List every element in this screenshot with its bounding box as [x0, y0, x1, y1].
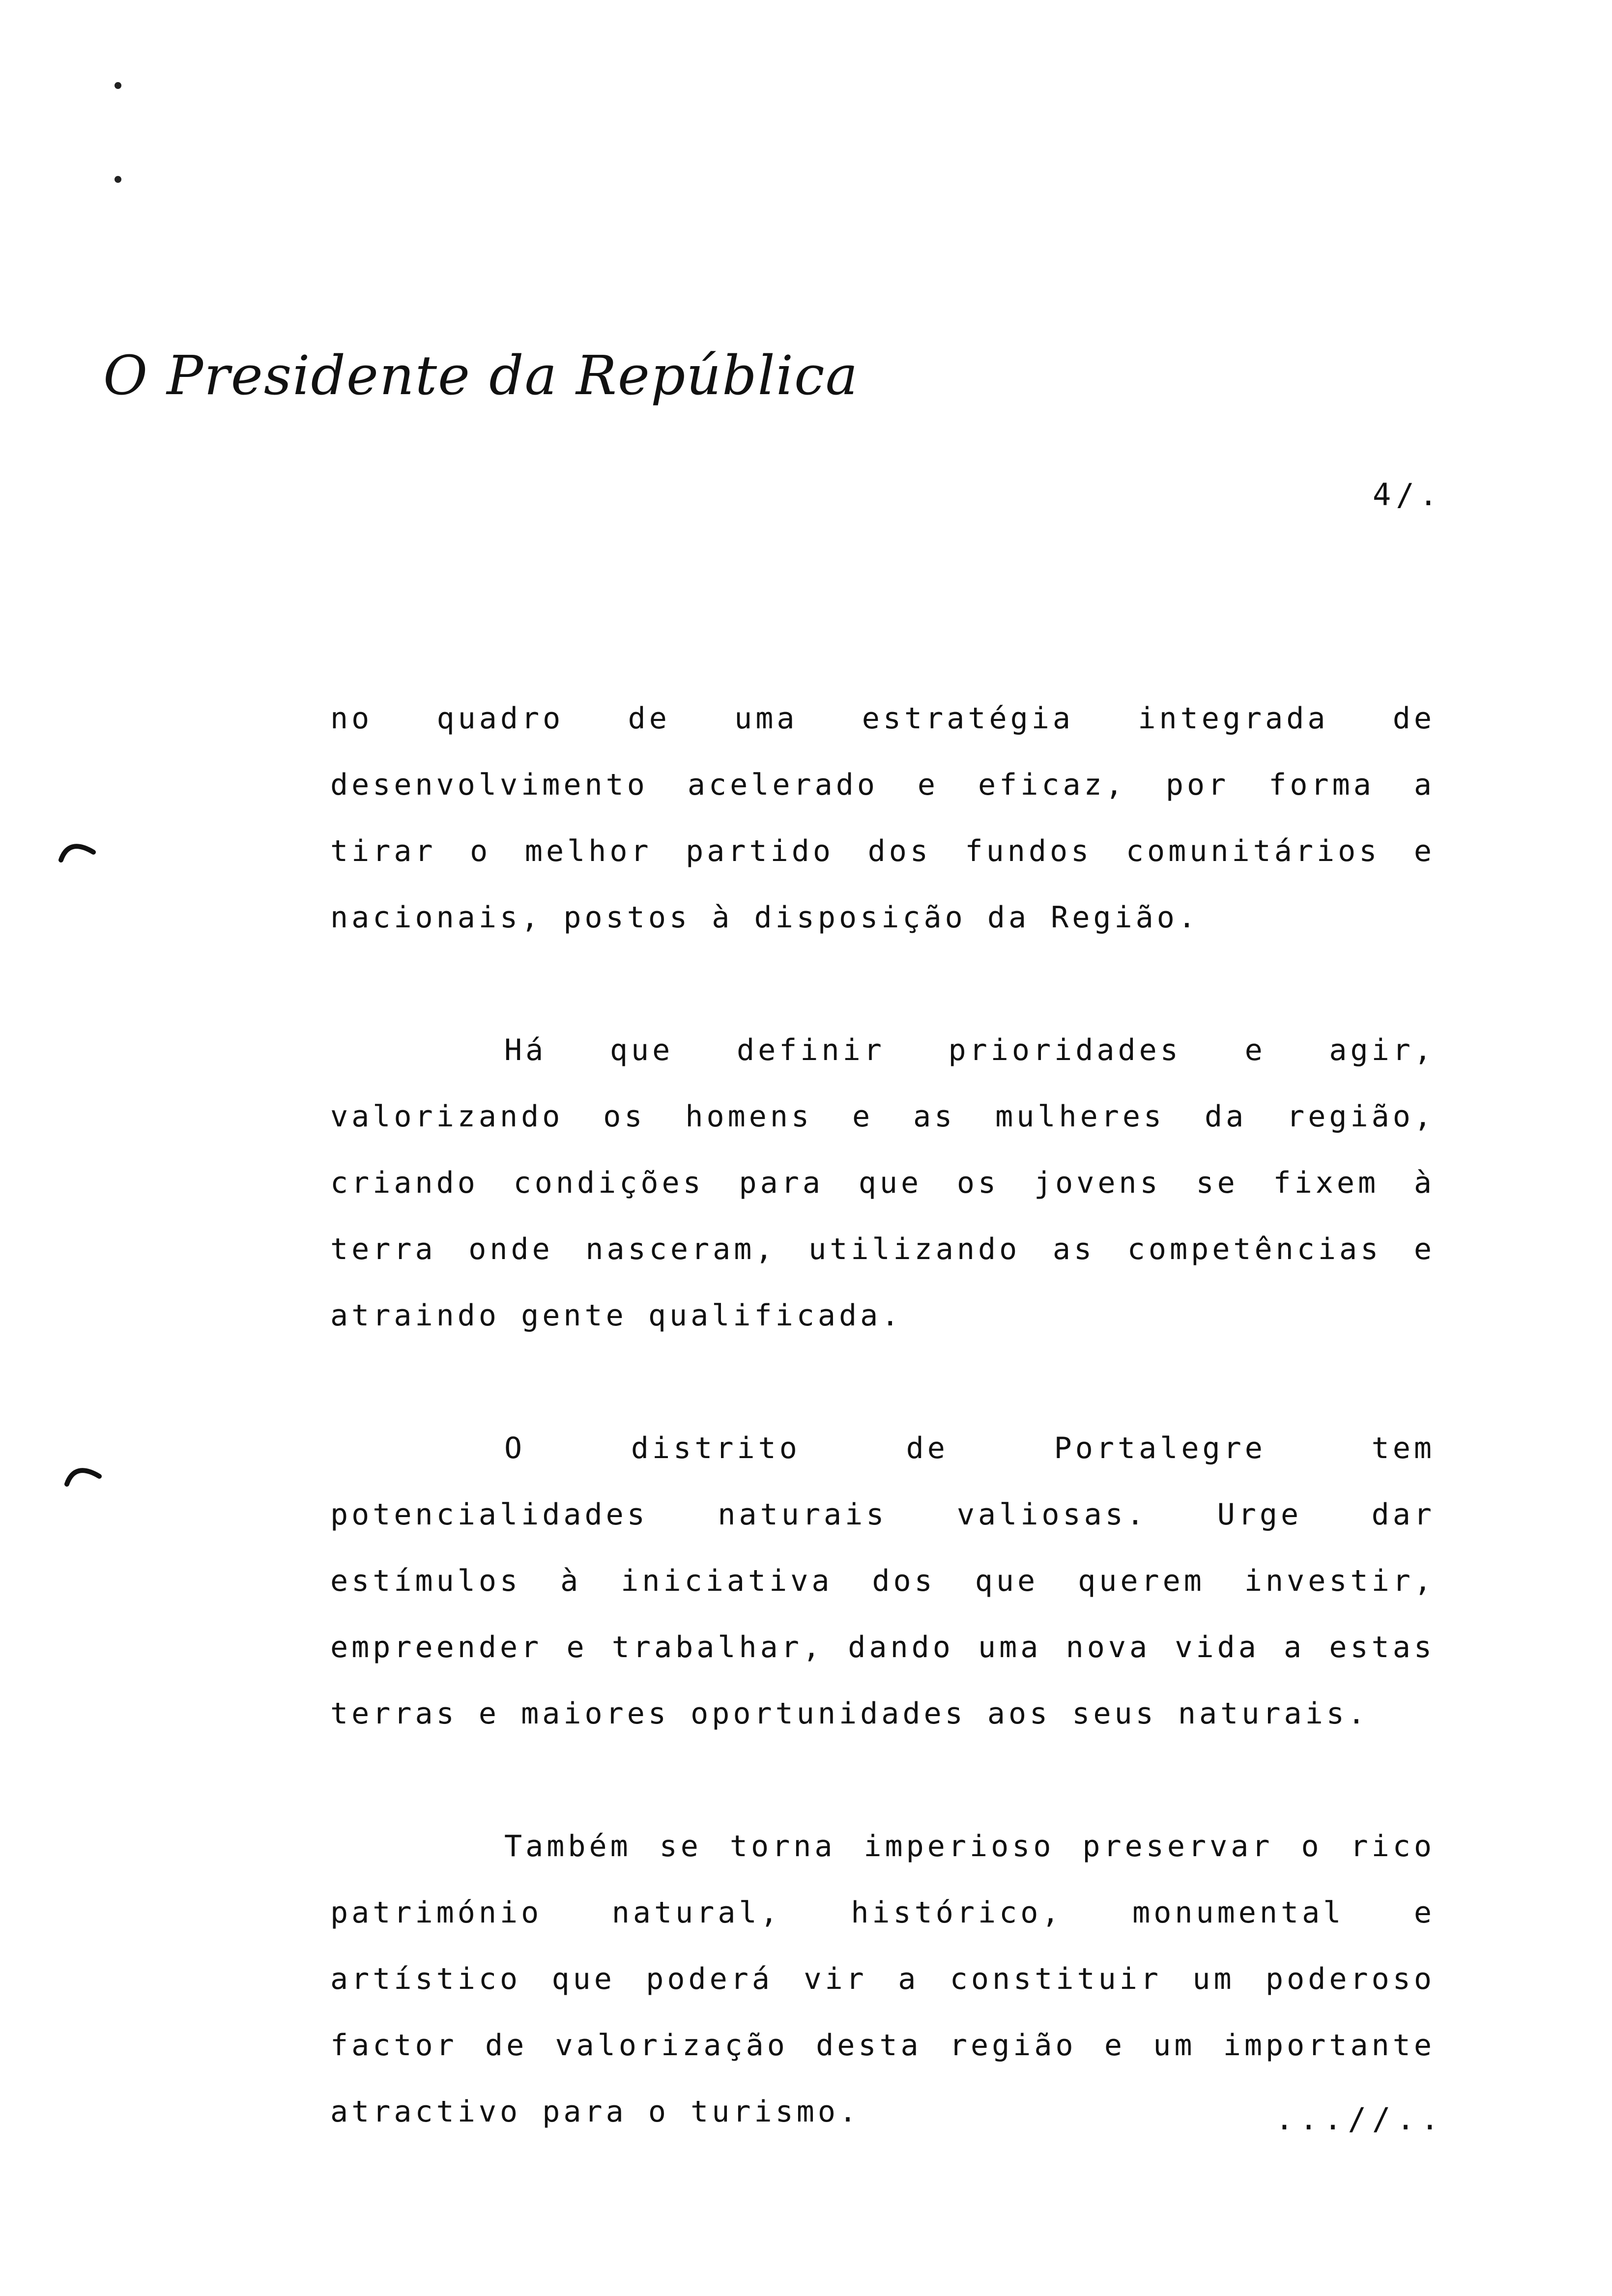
- punch-hole-mark-lower: [64, 1455, 102, 1493]
- paragraph-2: Há que definir prioridades e agir, valorizando os homens e as mulheres da região, criando condições para que os jovens se fixem à terra onde nasceram, utilizando as competências e atraindo gente qualificada.: [330, 1033, 1435, 1333]
- paragraph-4: Também se torna imperioso preservar o rico património natural, histórico, monumental e artístico que poderá vir a constituir um poderoso factor de valorização desta região e um importante atractivo para o turismo.: [330, 1829, 1435, 2129]
- continuation-mark: ...//..: [1275, 2101, 1445, 2137]
- punch-hole-mark-upper: [58, 831, 96, 869]
- scan-dot-second: [115, 176, 121, 183]
- scan-dot-top: [115, 82, 121, 89]
- paragraph-3: O distrito de Portalegre tem potencialidades naturais valiosas. Urge dar estímulos à iniciativa dos que querem investir, empreender e trabalhar, dando uma nova vida a estas terras e maiores oportunidades aos seus naturais.: [330, 1431, 1435, 1731]
- letterhead-title: O Presidente da República: [103, 344, 859, 407]
- letter-body: [330, 686, 1435, 2145]
- paragraph-1: no quadro de uma estratégia integrada de desenvolvimento acelerado e eficaz, por forma a tirar o melhor partido dos fundos comunitários e nacionais, postos à disposição da Região.: [330, 701, 1435, 935]
- page-number: 4/.: [1373, 477, 1442, 513]
